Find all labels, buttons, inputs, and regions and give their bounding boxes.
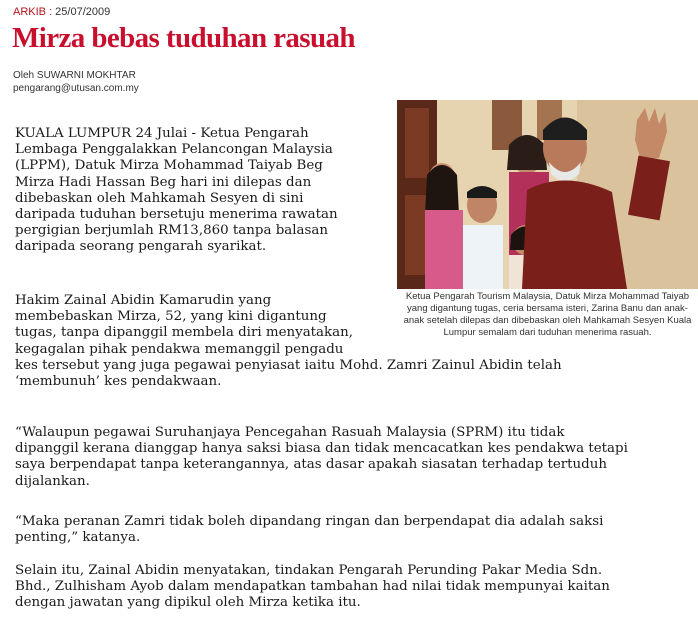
paragraph-2-line: kegagalan pihak pendakwa memanggil pengadu — [15, 341, 344, 357]
paragraph-2-line: kes tersebut yang juga pegawai penyiasat iaitu Mohd. Zamri Zainul Abidin telah — [15, 357, 562, 373]
paragraph-5-line: Selain itu, Zainal Abidin menyatakan, tindakan Pengarah Perunding Pakar Media Sdn. — [15, 563, 603, 578]
paragraph-4-line: penting,” katanya. — [15, 530, 141, 546]
paragraph-1-line: (LPPM), Datuk Mirza Mohammad Taiyab Beg — [15, 158, 323, 174]
paragraph-5 — [15, 563, 695, 612]
paragraph-4 — [15, 514, 695, 546]
paragraph-2-line: Hakim Zainal Abidin Kamarudin yang — [15, 293, 272, 308]
paragraph-2-line: tugas, tanpa dipanggil membela diri menyatakan, — [15, 325, 354, 341]
paragraph-4-line: “Maka peranan Zamri tidak boleh dipandang ringan dan berpendapat dia adalah saksi — [15, 514, 604, 529]
byline-email[interactable]: pengarang@utusan.com.my — [13, 83, 139, 94]
paragraph-1-line: KUALA LUMPUR 24 Julai - Ketua Pengarah — [15, 126, 309, 141]
paragraph-2 — [15, 293, 693, 390]
paragraph-3-line: “Walaupun pegawai Suruhanjaya Pencegahan Rasuah Malaysia (SPRM) itu tidak — [15, 425, 565, 440]
paragraph-1-line: Mirza Hadi Hassan Beg hari ini dilepas dan — [15, 174, 312, 190]
news-photo — [397, 100, 698, 289]
byline-author: Oleh SUWARNI MOKHTAR — [13, 70, 136, 81]
archive-date — [13, 6, 110, 18]
headline: Mirza bebas tuduhan rasuah — [12, 22, 355, 54]
paragraph-1-line: pergigian berjumlah RM13,860 tanpa balasan — [15, 223, 328, 239]
paragraph-1-line: Lembaga Penggalakkan Pelancongan Malaysia — [15, 142, 333, 158]
paragraph-3-line: saya berpendapat tanpa keterangannya, atas dasar apakah siasatan terhadap tertuduh — [15, 457, 607, 473]
archive-label: ARKIB : — [13, 6, 53, 18]
paragraph-1-line: daripada seorang pengarah syarikat. — [15, 239, 267, 255]
photo-caption: Ketua Pengarah Tourism Malaysia, Datuk Mirza Mohammad Taiyab yang digantung tugas, ceria bersama isteri, Zarina Banu dan anak-anak setelah dilepas dan dibebaskan oleh Mahkamah Sesyen Kuala Lumpur semalam dari tuduhan menerima rasuah. — [403, 291, 692, 338]
paragraph-1 — [15, 126, 393, 256]
paragraph-3-line: dipanggil kerana dianggap hanya saksi biasa dan tidak mencacatkan kes pendakwa tetapi — [15, 441, 628, 457]
archive-date-value: 25/07/2009 — [52, 6, 111, 18]
paragraph-3-line: dijalankan. — [15, 473, 90, 489]
paragraph-2-line: membebaskan Mirza, 52, yang kini digantung — [15, 309, 327, 325]
photo-illustration — [397, 100, 698, 289]
paragraph-5-line: dengan jawatan yang dipikul oleh Mirza ketika itu. — [15, 595, 361, 611]
paragraph-1-line: dibebaskan oleh Mahkamah Sesyen di sini — [15, 190, 304, 206]
paragraph-1-line: daripada tuduhan bersetuju menerima rawatan — [15, 207, 338, 223]
paragraph-3 — [15, 425, 695, 490]
paragraph-2-line: ‘membunuh’ kes pendakwaan. — [15, 374, 222, 390]
paragraph-5-line: Bhd., Zulhisham Ayob dalam mendapatkan tambahan had nilai tidak mempunyai kaitan — [15, 579, 610, 595]
byline — [13, 69, 139, 95]
